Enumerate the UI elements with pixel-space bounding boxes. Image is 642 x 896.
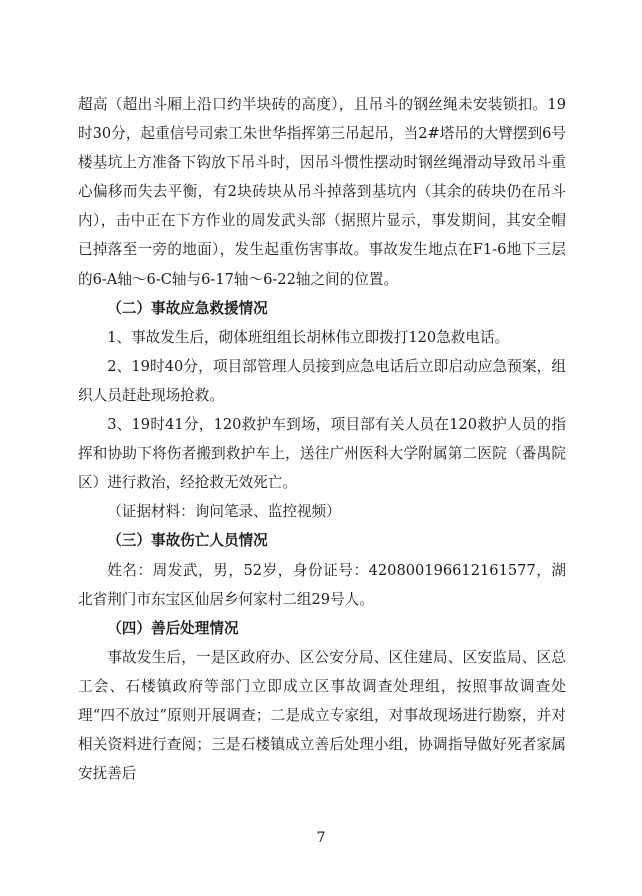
section-heading-casualties: （三）事故伤亡人员情况 [107,532,268,550]
paragraph-accident-process: 超高（超出斗厢上沿口约半块砖的高度），且吊斗的钢丝绳未安装锁扣。19时30分，起重信号司索工朱世华指挥第三吊起吊，当2#塔吊的大臂摆到6号楼基坑上方准备下钩放下吊斗时，因吊斗惯性摆动时钢丝绳滑动导致吊斗重心偏移而失去平衡，有2块砖块从吊斗掉落到基坑内（其余的砖块仍在吊斗内），击中正在下方作业的周发武头部（据照片显示，事发期间，其安全帽已掉落至一旁的地面），发生起重伤害事故。事故发生地点在F1-6地下三层的6-A轴～6-C轴与6-17轴～6-22轴之间的位置。 [78,96,566,288]
paragraph-victim-info: 姓名：周发武，男，52岁，身份证号：420800196612161577，湖北省荆门市东宝区仙居乡何家村二组29号人。 [78,561,566,608]
section-heading-emergency-rescue: （二）事故应急救援情况 [107,299,268,317]
paragraph-evidence-materials: （证据材料：询问笔录、监控视频） [107,503,341,521]
paragraph-aftermath-handling: 事故发生后，一是区政府办、区公安分局、区住建局、区安监局、区总工会、石楼镇政府等部门立即成立区事故调查处理组，按照事故调查处理“四不放过”原则开展调查；二是成立专家组，对事故现场进行勘察，并对相关资料进行查阅；三是石楼镇成立善后处理小组，协调指导做好死者家属安抚善后 [78,648,566,783]
paragraph-rescue-step-2: 2、19时40分，项目部管理人员接到应急电话后立即启动应急预案，组织人员赶赴现场抢救。 [78,357,566,404]
section-heading-aftermath: （四）善后处理情况 [107,619,239,637]
document-body [78,90,566,788]
page-number: 7 [316,830,326,846]
paragraph-rescue-step-3: 3、19时41分，120救护车到场，项目部有关人员在120救护人员的指挥和协助下将伤者搬到救护车上，送往广州医科大学附属第二医院（番禺院区）进行救治，经抢救无效死亡。 [78,416,566,492]
paragraph-rescue-step-1: 1、事故发生后，砌体班组组长胡林伟立即拨打120急救电话。 [107,328,510,346]
